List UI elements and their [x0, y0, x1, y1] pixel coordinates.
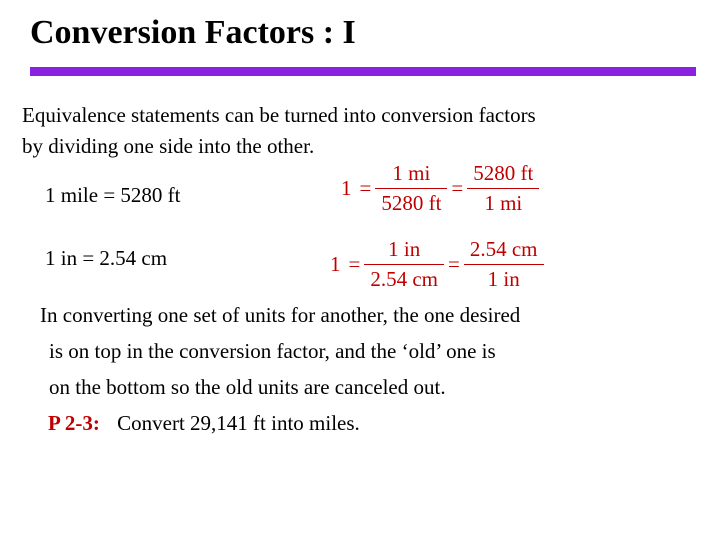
slide-title: Conversion Factors : I: [30, 14, 356, 51]
fraction-cm-over-in: [464, 237, 544, 292]
denominator: 1 mi: [484, 191, 523, 215]
numerator: 1 in: [388, 237, 421, 261]
equals-sign: =: [451, 176, 464, 200]
rule-line-1: In converting one set of units for another, the one desired: [40, 303, 521, 327]
numerator: 1 mi: [392, 161, 431, 185]
intro-line-2: by dividing one side into the other.: [22, 134, 315, 158]
rule-line-3: on the bottom so the old units are canceled out.: [49, 375, 446, 399]
denominator: 5280 ft: [381, 191, 442, 215]
title-underline: [30, 67, 696, 76]
denominator: 1 in: [487, 267, 520, 291]
factor-one: 1: [330, 252, 341, 276]
equals-sign: =: [359, 176, 372, 200]
problem-label: P 2-3:: [48, 411, 100, 435]
fraction-mi-over-ft: [375, 161, 447, 216]
intro-line-1: Equivalence statements can be turned into conversion factors: [22, 103, 536, 127]
numerator: 2.54 cm: [469, 237, 538, 261]
denominator: 2.54 cm: [370, 267, 438, 291]
rule-line-2: is on top in the conversion factor, and the ‘old’ one is: [49, 339, 496, 363]
problem-text: Convert 29,141 ft into miles.: [117, 411, 360, 435]
mile-feet-equivalence: 1 mile = 5280 ft: [45, 183, 181, 207]
equals-sign: =: [448, 252, 460, 276]
numerator: 5280 ft: [473, 161, 534, 185]
inch-cm-conversion-factors: [326, 237, 544, 292]
intro-text: [22, 100, 536, 162]
fraction-ft-over-mi: [467, 161, 539, 216]
mile-feet-conversion-factors: [337, 161, 539, 216]
conversion-rule-text: [40, 297, 520, 405]
equals-sign: =: [348, 252, 361, 276]
inch-cm-equivalence: 1 in = 2.54 cm: [45, 246, 168, 270]
practice-problem: [48, 411, 360, 436]
fraction-in-over-cm: [364, 237, 444, 292]
factor-one: 1: [341, 176, 352, 200]
